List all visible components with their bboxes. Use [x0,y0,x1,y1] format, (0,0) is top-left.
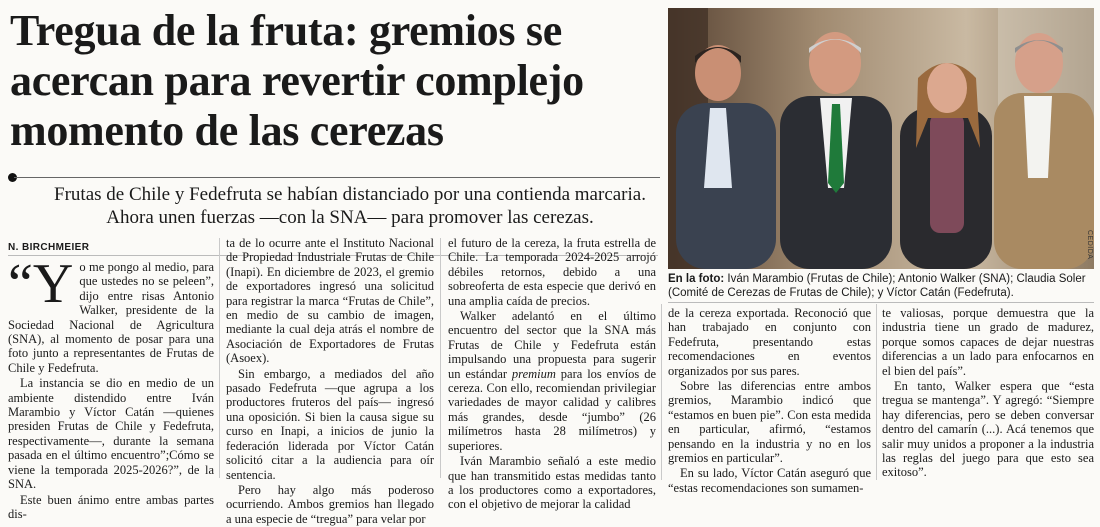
paragraph: Este buen ánimo entre ambas partes dis- [8,492,214,521]
paragraph: te valiosas, porque demuestra que la industria tiene un grado de madurez, porque somos capaces de dejar nuestras diferencias a un lado para enfocarnos en el bien del país”. [882,306,1094,378]
byline: N. BIRCHMEIER [8,242,90,253]
paragraph: Walker adelantó en el último encuentro del sector que la SNA más Frutas de Chile y Fedefruta están impulsando una propuesta para sugerir un estándar premium para los envíos de cereza. Con ello, recomiendan privilegiar variedades de mayor calidad y calibres más grandes, desde “jumbo” (26 milímetros hasta 28 milímetros) y superiores. [448,309,656,453]
paragraph: En su lado, Víctor Catán aseguró que “estas recomendaciones son sumamen- [668,466,871,495]
paragraph: La instancia se dio en medio de un ambiente distendido entre Iván Marambio y Víctor Catán —quienes presiden Frutas de Chile y Fedefruta, respectivamente—, durante la semana pasada en el último encuentro”;Cómo se viene la temporada 2025-2026?”, de la SNA. [8,376,214,492]
article-column-1 [8,253,214,522]
paragraph: Sobre las diferencias entre ambos gremios, Marambio indicó que “estamos en buen pie”. Con esta medida en particular, afirmó, “estamos pensando en la industria y no en los gremios en particular”. [668,379,871,466]
drop-cap: “Y [8,253,74,315]
paragraph: el futuro de la cereza, la fruta estrella de Chile. La temporada 2024-2025 arrojó débiles retornos, debido a una sobreoferta de esta especie que derivó en una amplia caída de precios. [448,236,656,308]
headline-rest: gremios se acercan para revertir complejo momento de las cerezas [10,6,584,155]
column-divider [440,238,441,478]
paragraph: Pero hay algo más poderoso ocurriendo. Ambos gremios han llegado a una especie de “tregua” para velar por [226,482,434,526]
headline-divider [14,177,660,178]
paragraph: ta de lo ocurre ante el Instituto Nacional de Propiedad Industriale Frutas de Chile (Inapi). En diciembre de 2023, el gremio de exportadores ingresó una solicitud para registrar la marca “Frutas de Chile”, en medio de su cambio de imagen, mediante la cual deja atrás el nombre de Asociación de Exportadores de Frutas (Asoex). [226,236,434,366]
paragraph: Sin embargo, a mediados del año pasado Fedefruta —que agrupa a los productores fruteros del país— ingresó una oposición. Si bien la causa sigue su curso en Inapi, a inicios de junio la federación liderada por Víctor Catán solicitó citar a la audiencia para oír sentencia. [226,366,434,482]
photo-credit: CEDIDA [1086,230,1093,260]
article-photo [668,8,1094,269]
caption-divider [668,302,1094,303]
paragraph: En tanto, Walker espera que “esta tregua se mantenga”. Y agregó: “Siempre hay diferencias, pero se deben conversar dentro del camarín (...). Acá tenemos que salir muy unidos a proponer a la industria las reglas del juego para que esto sea exitoso”. [882,379,1094,480]
article-column-5 [882,306,1094,481]
article-column-2 [226,236,434,527]
group-photo-illustration [668,8,1094,269]
article-headline [10,6,660,156]
paragraph: Iván Marambio señaló a este medio que han transmitido estas medidas tanto a los productores como a exportadores, con el objetivo de mejorar la calidad [448,454,656,512]
article-subhead: Frutas de Chile y Fedefruta se habían distanciado por una contienda marcaria. Ahora unen fuerzas —con la SNA— para promover las cerezas. [54,184,646,228]
caption-text: Iván Marambio (Frutas de Chile); Antonio Walker (SNA); Claudia Soler (Comité de Cerezas de Frutas de Chile); y Víctor Catán (Fedefruta). [668,273,1086,299]
headline-lead: Tregua de la fruta: [10,6,359,55]
column-divider [876,304,877,480]
caption-label: En la foto: [668,273,725,285]
photo-caption [668,272,1094,300]
article-column-4 [668,306,871,496]
paragraph: de la cereza exportada. Reconoció que han trabajado en conjunto con Fedefruta, presentando estas recomendaciones en eventos organizados por sus pares. [668,306,871,378]
article-column-3 [448,236,656,513]
opening-paragraph: “Y o me pongo al medio, para que ustedes no se peleen”, dijo entre risas Antonio Walker, presidente de la Sociedad Nacional de Agricultura (SNA), al momento de posar para una foto junto a representantes de Frutas de Chile y Fedefruta. [8,253,214,375]
column-divider [219,238,220,478]
column-divider [661,304,662,480]
